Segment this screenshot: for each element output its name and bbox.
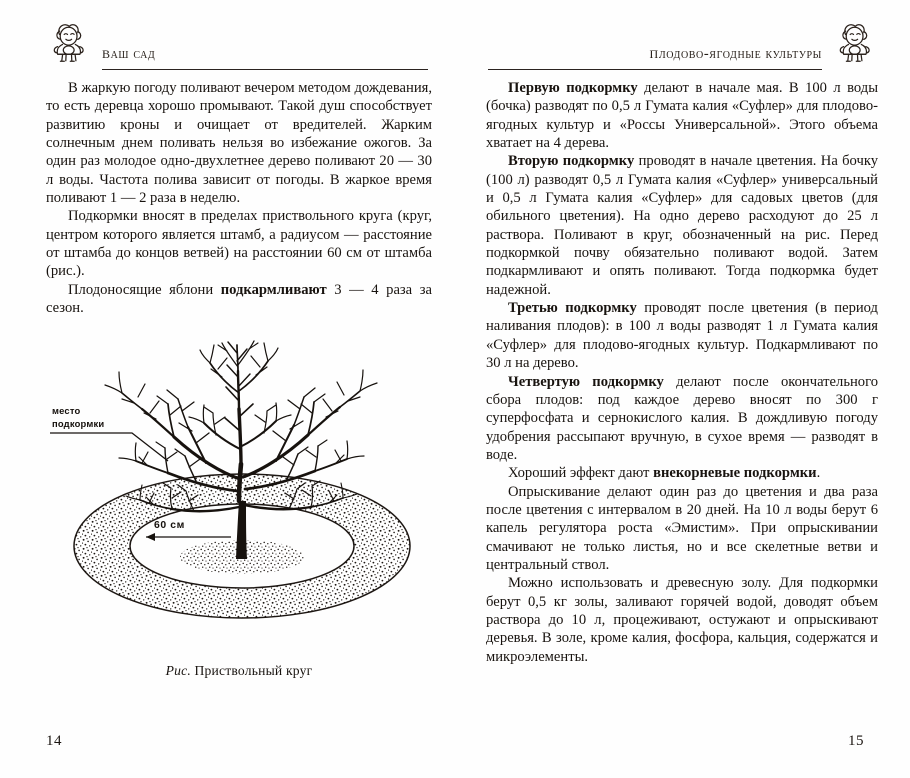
text-third-feeding: проводят после цветения (в период наливания плодов): в 100 л воды разводят 1 л Гумата калия «Суфлер» для плодово-ягодных культур. Подкармливают по 30 л на дерево.	[486, 300, 878, 372]
paragraph-foliar-feeding	[486, 464, 878, 482]
left-running-head	[46, 28, 432, 70]
bold-podkarmlivayut: подкармливают	[220, 281, 327, 298]
text-foliar-before: Хороший эффект дают	[508, 465, 654, 482]
paragraph-watering: В жаркую погоду поливают вечером методом дождевания, то есть деревца хорошо промывают. Такой душ способствует развитию кроны и очищает от вредителей. Жарким солнечным днем поливать нельзя во избежание ожогов. За один раз молодое одно-двухлетнее дерево поливают 20 — 30 л воды. Частота полива зависит от погоды. В жаркое время поливают 1 — 2 раза в неделю.	[46, 80, 432, 207]
left-column-text	[46, 79, 432, 317]
bold-first-feeding: Первую подкормку	[508, 80, 638, 96]
text-after-bold: 3 — 4 раза за сезон.	[46, 281, 432, 317]
paragraph-third-feeding	[486, 299, 878, 372]
dimension-label: 60 см	[154, 520, 185, 532]
gardener-character-icon	[46, 22, 92, 66]
right-running-head-title: плодово-ягодные культуры	[649, 42, 822, 62]
text-first-feeding: делают в начале мая. В 100 л воды (бочка) разводят по 0,5 л Гумата калия «Суфлер» для плодово-ягодных культур и «Россы Универсальной». Этого объема хватает на 4 дерева.	[486, 80, 878, 152]
paragraph-feeding-circle: Подкормки вносят в пределах приствольного круга (круг, центром которого является штамб, а радиусом — расстояние от штамба до концов ветвей) на расстоянии 60 см от штамба (рис.).	[46, 208, 432, 280]
right-column-text	[486, 79, 878, 666]
right-header-rule	[488, 69, 822, 70]
text-foliar-after: .	[816, 465, 821, 482]
bold-fourth-feeding: Четвертую подкормку	[508, 373, 664, 390]
bold-foliar: внекорневые подкормки	[653, 465, 817, 482]
text-before-bold: Плодоносящие яблони	[68, 281, 221, 298]
callout-line-2: подкормки	[52, 418, 105, 430]
bold-third-feeding: Третью подкормку	[508, 300, 637, 317]
paragraph-fourth-feeding	[486, 373, 878, 465]
gardener-character-icon	[832, 22, 878, 66]
paragraph-wood-ash: Можно использовать и древесную золу. Для подкормки берут 0,5 кг золы, заливают горячей водой, доводят объем раствора до 10 л, процеживают, остужают и опрыскивают деревья. В золе, кроме калия, фосфора, кальция, содержатся и микроэлементы.	[486, 575, 878, 665]
paragraph-first-feeding	[486, 79, 878, 152]
figure-caption-prefix: Рис.	[165, 663, 191, 679]
paragraph-second-feeding	[486, 152, 878, 299]
callout-line-1: место	[52, 405, 81, 417]
figure-caption	[46, 663, 432, 679]
text-fourth-feeding: делают после окончательного сбора плодов: под каждое дерево вносят по 300 г суперфосфата и сернокислого калия. В дождливую погоду удобрения рассыпают вручную, в сухое время — разводят в воде.	[486, 373, 879, 463]
paragraph-fruiting-apple	[46, 281, 432, 318]
folio-right: 15	[848, 733, 864, 749]
figure-caption-text: Приствольный круг	[190, 663, 313, 679]
folio-left: 14	[46, 733, 62, 749]
left-running-head-title: ваш сад	[102, 42, 156, 62]
right-running-head	[486, 28, 878, 70]
figure-pristvolny-krug	[46, 331, 432, 661]
text-second-feeding: проводят в начале цветения. На бочку (100 л) разводят 0,5 л Гумата калия «Суфлер» универсальный и 0,5 л Гумата калия «Суфлер» для садовых цветов (для обильного цветения). На одно дерево расходуют до 25 л раствора. Поливают в круг, обозначенный на рис. Перед подкормкой почву обязательно поливают водой. Затем подкармливают и опять поливают. Тогда подкормка будет надежной.	[486, 153, 878, 298]
left-header-rule	[102, 69, 428, 70]
bold-second-feeding: Вторую подкормку	[508, 153, 635, 170]
right-page	[462, 0, 910, 778]
paragraph-spraying: Опрыскивание делают один раз до цветения и два раза после цветения с интервалом в 20 дней. На 10 л воды берут 6 капель регулятора роста «Эмистим». При опрыскивании смачивают не только листья, но и все скелетные ветви и центральный ствол.	[486, 483, 878, 573]
